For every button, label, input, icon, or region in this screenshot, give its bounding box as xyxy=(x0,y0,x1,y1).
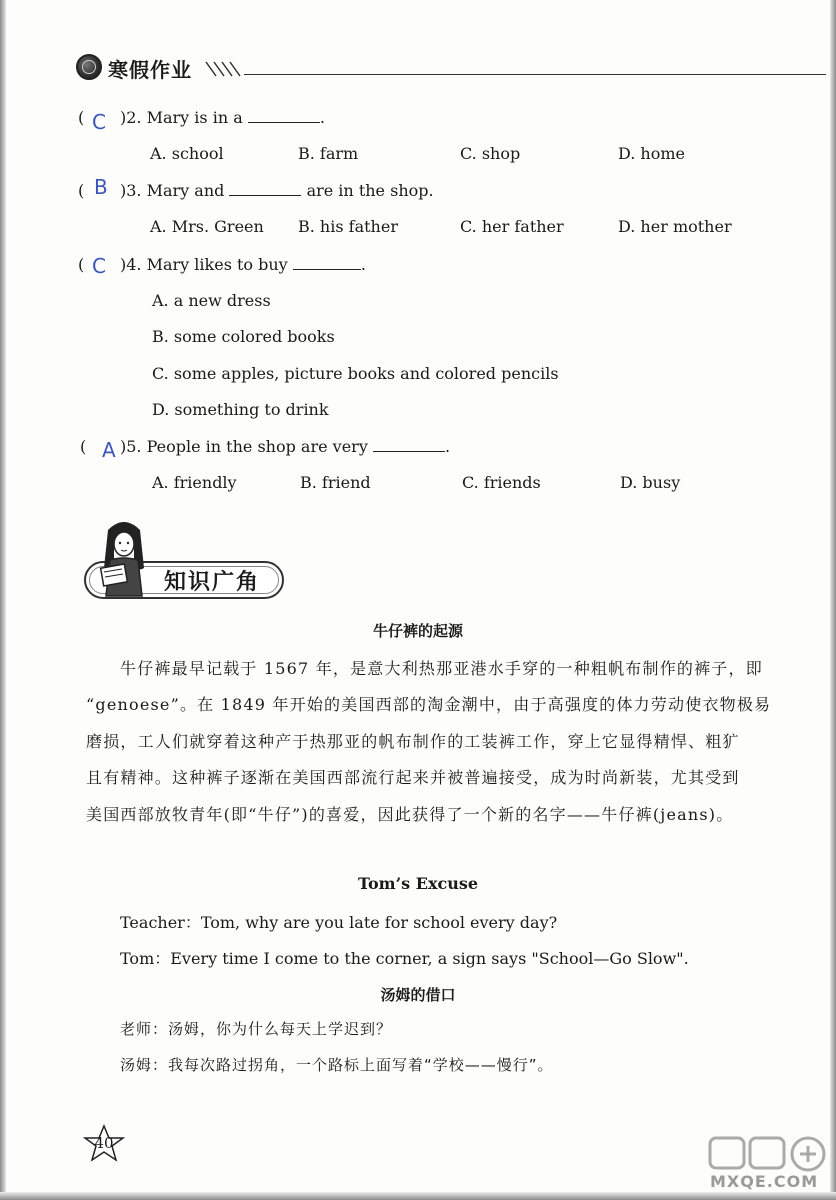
option: B. his father xyxy=(298,217,398,236)
answer-blank xyxy=(373,439,445,452)
question-stem-text: )5. People in the shop are very xyxy=(120,437,368,456)
paragraph-line: 牛仔裤最早记载于 1567 年，是意大利热那亚港水手穿的一种粗帆布制作的裤子，即 xyxy=(120,659,763,678)
paragraph-line: 磨损，工人们就穿着这种产于热那亚的帆布制作的工装裤工作，穿上它显得精悍、粗犷 xyxy=(86,732,740,751)
option: D. her mother xyxy=(618,217,732,236)
paragraph-line: 且有精神。这种裤子逐渐在美国西部流行起来并被普遍接受，成为时尚新装，尤其受到 xyxy=(86,768,740,787)
option: C. friends xyxy=(462,473,541,492)
girl-reading-icon xyxy=(88,516,160,600)
option: C. her father xyxy=(460,217,564,236)
question-stem xyxy=(120,108,325,127)
page-header xyxy=(76,52,752,84)
question-stem-end: . xyxy=(444,437,451,456)
question-stem-end: are in the shop. xyxy=(306,181,434,200)
watermark xyxy=(706,1132,832,1194)
option: A. Mrs. Green xyxy=(150,217,264,236)
question-stem-end: . xyxy=(360,255,366,274)
dialog-line-cn: 老师：汤姆，你为什么每天上学迟到？ xyxy=(120,1020,393,1038)
answer-blank xyxy=(293,257,361,270)
watermark-logo-icon xyxy=(706,1132,832,1176)
handwritten-answer: B xyxy=(94,175,108,199)
option: D. home xyxy=(618,144,686,163)
option: C. some apples, picture books and colored pencils xyxy=(152,364,559,383)
dialog-line-en: Tom：Every time I come to the corner, a sign says "School—Go Slow". xyxy=(120,949,689,968)
option: B. farm xyxy=(298,144,359,163)
joke-title-en: Tom’s Excuse xyxy=(357,874,479,893)
option: D. something to drink xyxy=(152,400,329,419)
banner-label: 知识广角 xyxy=(164,570,261,595)
option: B. some colored books xyxy=(152,327,335,346)
header-rule xyxy=(244,74,826,75)
page-number: 40 xyxy=(94,1134,114,1152)
header-slashes-icon xyxy=(202,58,242,80)
article-title: 牛仔裤的起源 xyxy=(372,622,463,640)
option: A. school xyxy=(150,144,224,163)
header-badge-icon xyxy=(76,54,102,80)
dialog-line-en: Teacher：Tom, why are you late for school every day? xyxy=(120,913,558,932)
knowledge-banner xyxy=(84,516,294,600)
question-stem-end: . xyxy=(319,108,325,127)
question-stem xyxy=(120,255,366,274)
question-stem-text: )2. Mary is in a xyxy=(120,108,243,127)
answer-blank xyxy=(229,183,301,196)
answer-paren: ( xyxy=(78,255,85,274)
handwritten-answer: C xyxy=(92,254,106,278)
question-stem-text: )3. Mary and xyxy=(120,181,225,200)
answer-blank xyxy=(248,110,320,123)
question-stem xyxy=(120,437,450,456)
option: A. a new dress xyxy=(152,291,271,310)
option: B. friend xyxy=(300,473,371,492)
scan-edge-right xyxy=(830,0,836,1200)
answer-paren: ( xyxy=(78,181,85,200)
handwritten-answer: C xyxy=(92,110,106,134)
joke-title-cn: 汤姆的借口 xyxy=(380,986,456,1004)
scan-edge-left xyxy=(0,0,6,1200)
page-number-badge xyxy=(82,1124,126,1164)
option: D. busy xyxy=(620,473,681,492)
handwritten-answer: A xyxy=(102,438,116,462)
page-title: 寒假作业 xyxy=(108,58,192,82)
option: C. shop xyxy=(460,144,521,163)
question-stem-text: )4. Mary likes to buy xyxy=(120,255,288,274)
option: A. friendly xyxy=(152,473,237,492)
paragraph-line: “genoese”。在 1849 年开始的美国西部的淘金潮中，由于高强度的体力劳动使衣物极易 xyxy=(86,695,772,714)
answer-paren: ( xyxy=(80,437,87,456)
answer-paren: ( xyxy=(78,108,85,127)
question-stem xyxy=(120,181,434,200)
dialog-line-cn: 汤姆：我每次路过拐角，一个路标上面写着“学校——慢行”。 xyxy=(120,1056,554,1074)
paragraph-line: 美国西部放牧青年(即“牛仔”)的喜爱，因此获得了一个新的名字——牛仔裤(jeans)。 xyxy=(86,805,734,824)
watermark-text: MXQE.COM xyxy=(710,1172,819,1191)
